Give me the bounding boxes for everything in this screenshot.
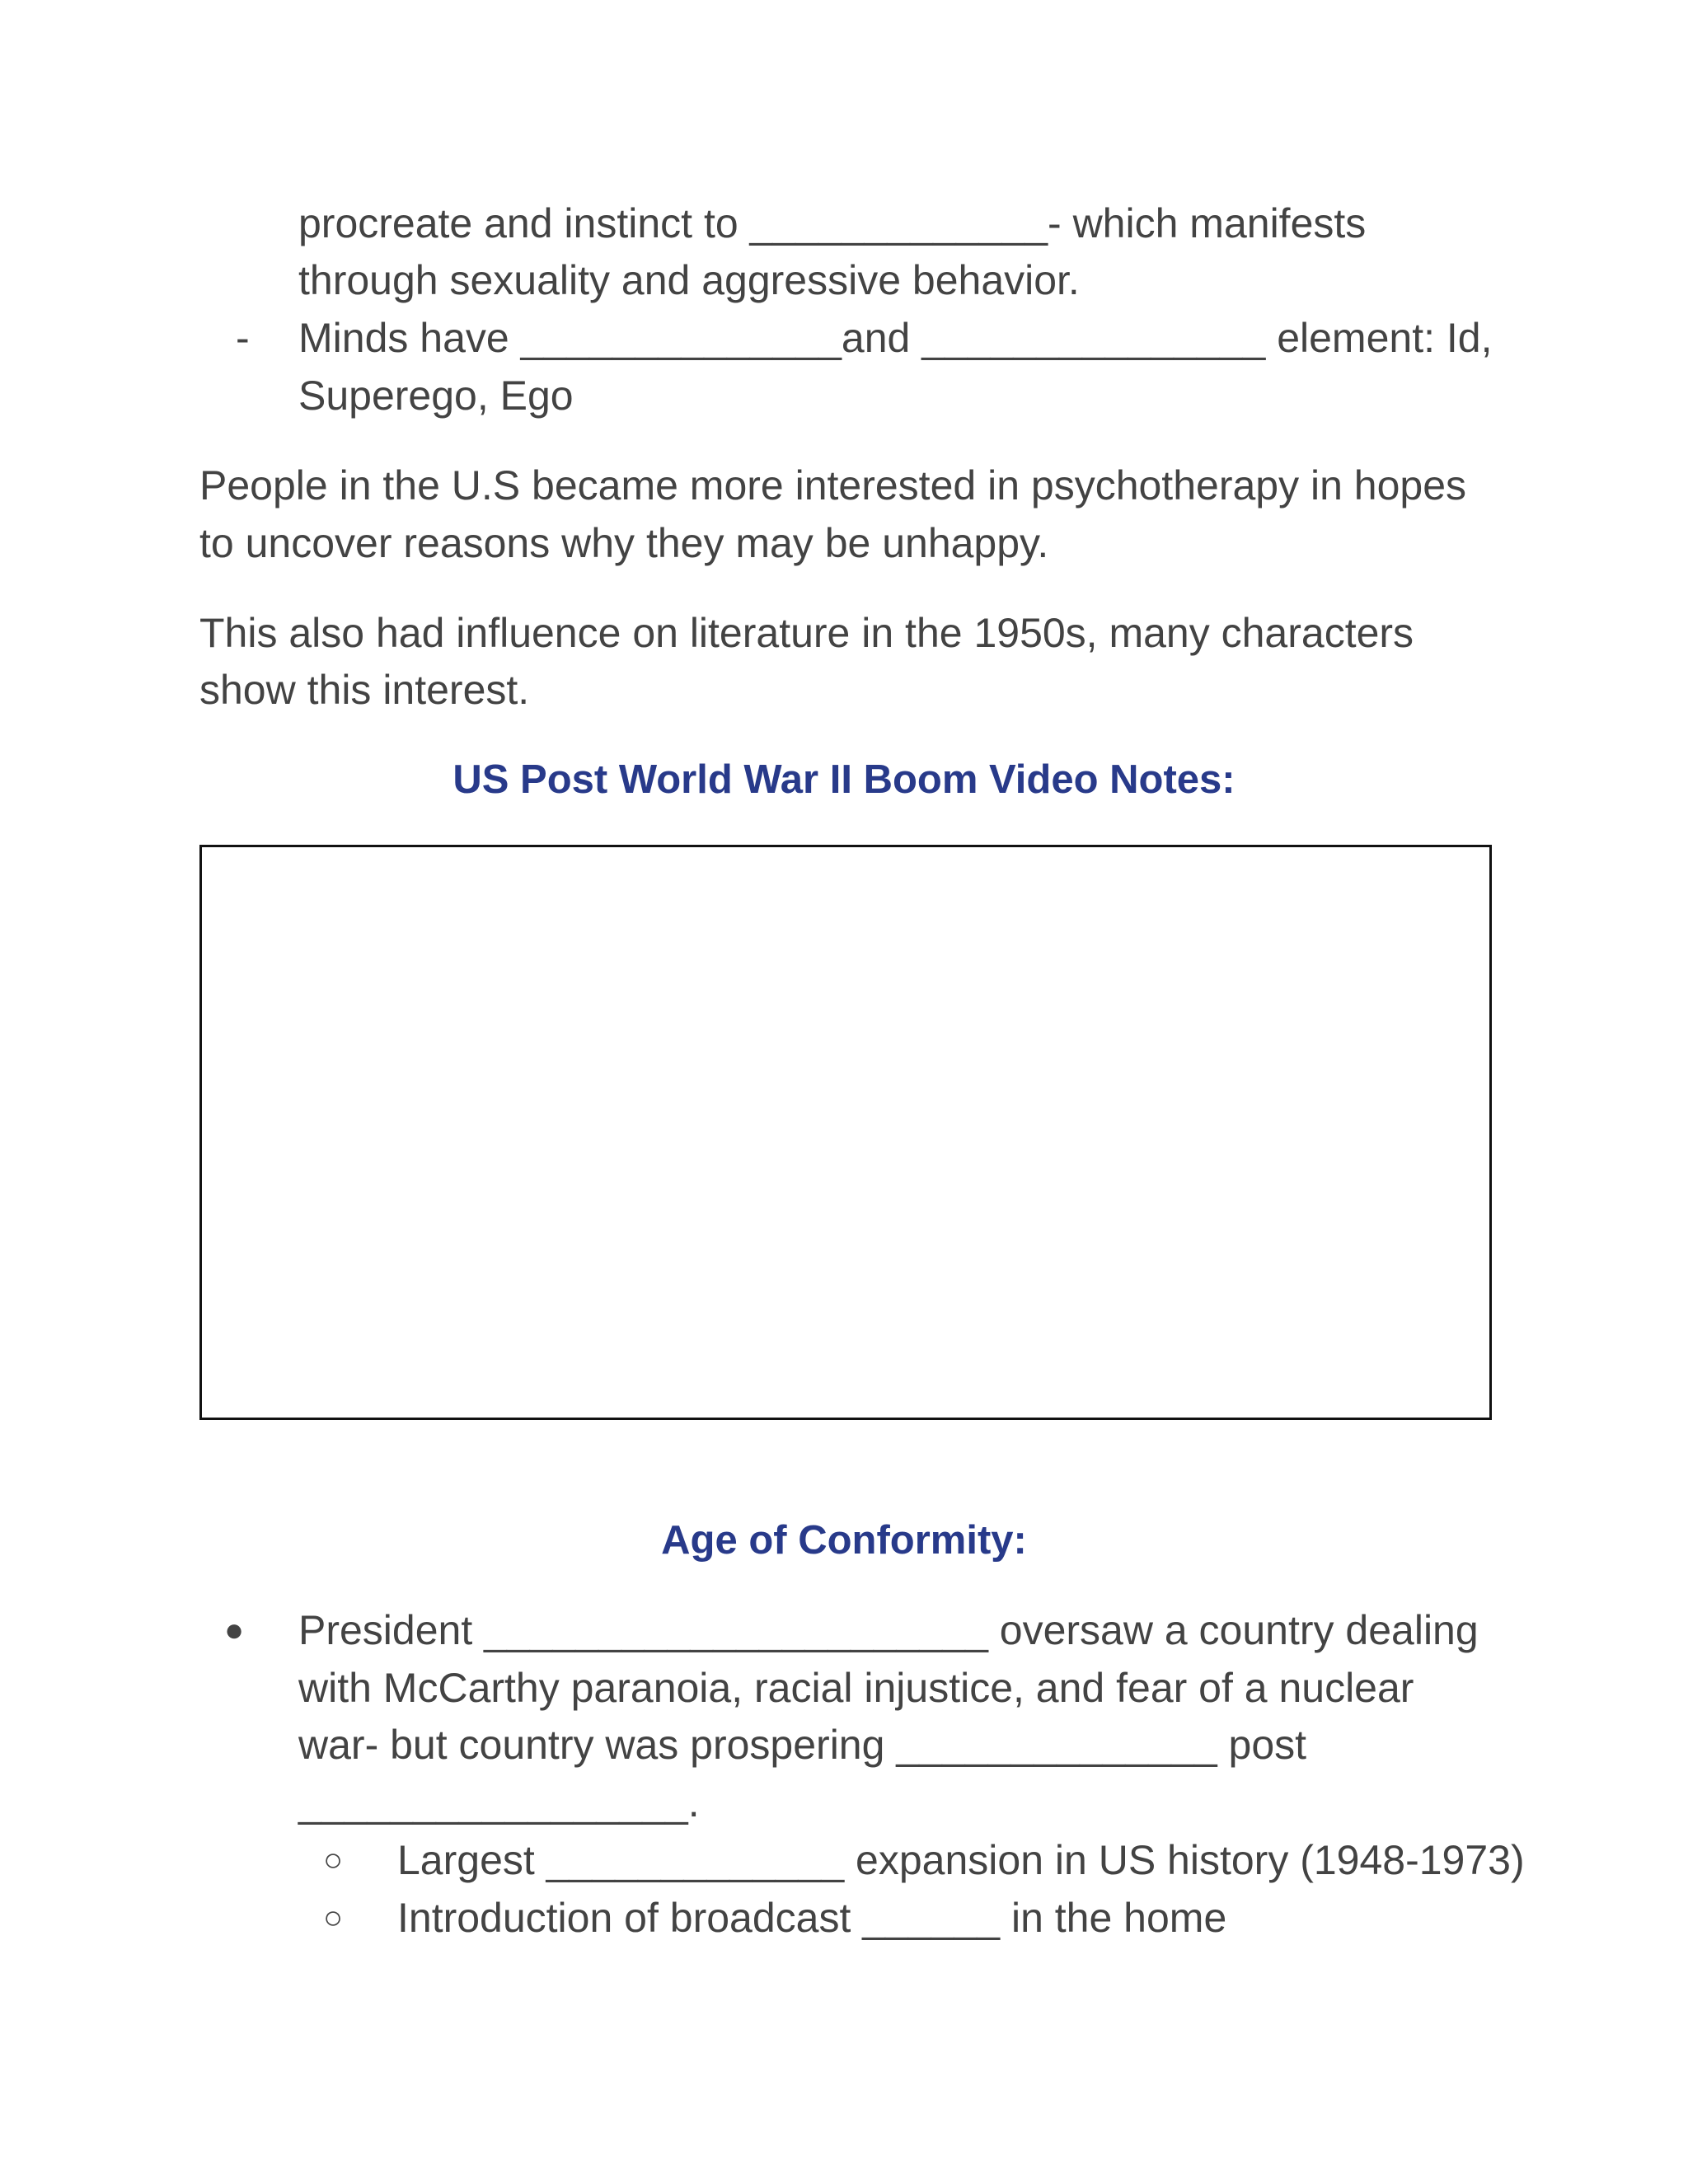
paragraph-psychotherapy-line-2: to uncover reasons why they may be unhappy. <box>199 520 1049 566</box>
sub-item-largest-expansion: Largest _____________ expansion in US history (1948-1973) <box>397 1837 1525 1883</box>
video-notes-heading: US Post World War II Boom Video Notes: <box>452 757 1236 802</box>
paragraph-psychotherapy-line-1: People in the U.S became more interested in psychotherapy in hopes <box>199 462 1467 509</box>
bullet-president-line-3: war- but country was prospering ______________ post <box>298 1722 1307 1768</box>
list-item-continued-line-1: procreate and instinct to _____________- which manifests <box>298 200 1367 246</box>
list-item-minds-line-2: Superego, Ego <box>298 373 574 419</box>
list-item-minds-line-1: Minds have ______________and _______________ element: Id, <box>298 315 1493 361</box>
bullet-marker: ● <box>224 1612 245 1648</box>
sub-bullet-marker: ○ <box>323 1900 344 1936</box>
sub-bullet-marker: ○ <box>323 1842 344 1878</box>
video-notes-box[interactable] <box>199 845 1492 1420</box>
bullet-president-line-2: with McCarthy paranoia, racial injustice, and fear of a nuclear <box>298 1665 1414 1711</box>
conformity-heading: Age of Conformity: <box>661 1518 1027 1563</box>
paragraph-literature-line-2: show this interest. <box>199 667 530 713</box>
paragraph-literature-line-1: This also had influence on literature in the 1950s, many characters <box>199 610 1414 656</box>
dash-marker: - <box>236 315 250 361</box>
list-item-continued-line-2: through sexuality and aggressive behavior. <box>298 257 1080 303</box>
sub-item-broadcast: Introduction of broadcast ______ in the home <box>397 1895 1227 1941</box>
bullet-president-line-1: President ______________________ oversaw a country dealing <box>298 1607 1479 1653</box>
bullet-president-line-4: _________________. <box>298 1779 700 1825</box>
